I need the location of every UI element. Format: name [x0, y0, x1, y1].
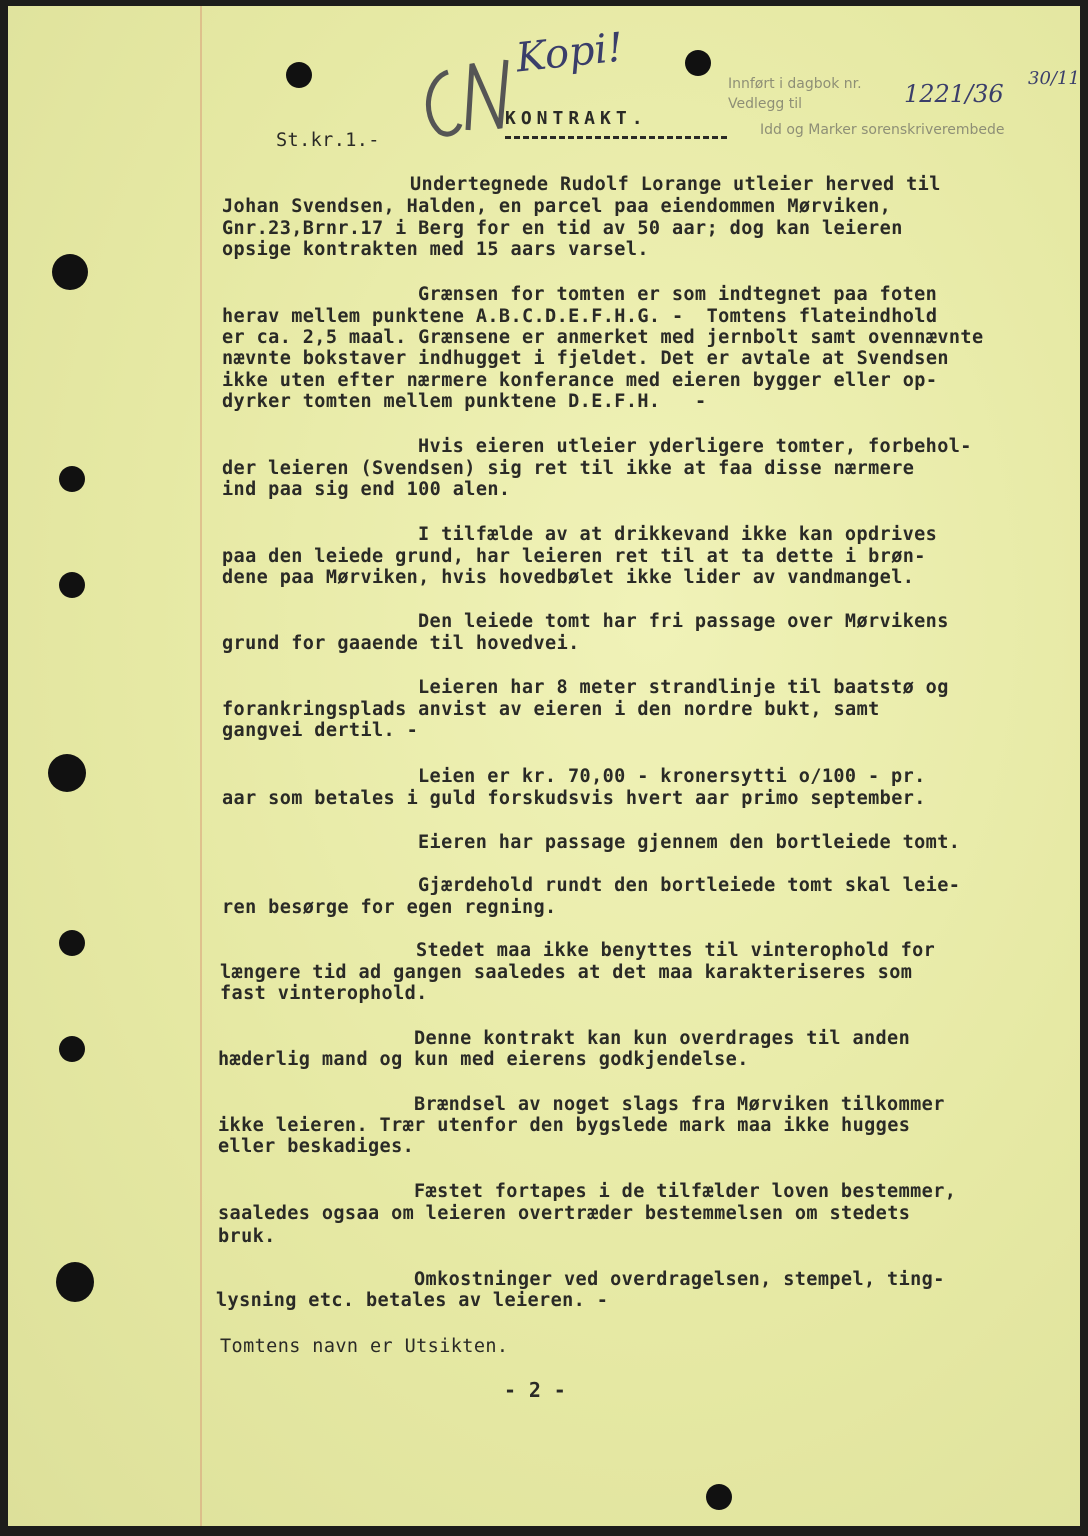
body-line: I tilfælde av at drikkevand ikke kan opdrives [418, 524, 938, 545]
handwritten-reference: 1221/36 [904, 80, 1004, 108]
body-line: ikke leieren. Trær utenfor den bygslede mark maa ikke hugges [218, 1115, 911, 1136]
body-line: Hvis eieren utleier yderligere tomter, forbehol- [418, 436, 972, 457]
punch-hole [286, 62, 312, 88]
body-line: aar som betales i guld forskudsvis hvert aar primo september. [222, 788, 926, 809]
punch-hole [48, 754, 86, 792]
body-line: Leien er kr. 70,00 - kronersytti o/100 - pr. [418, 766, 926, 787]
body-line: Leieren har 8 meter strandlinje til baatstø og [418, 677, 949, 698]
body-line: Gjærdehold rundt den bortleiede tomt skal leie- [418, 875, 961, 896]
initials-signature [410, 54, 522, 144]
punch-hole [59, 572, 85, 598]
body-line: gangvei dertil. - [222, 720, 419, 741]
body-line: Brændsel av noget slags fra Mørviken tilkommer [414, 1094, 945, 1115]
body-line: dyrker tomten mellem punktene D.E.F.H. - [222, 391, 707, 412]
document-page [8, 6, 1080, 1526]
body-line: bruk. [218, 1226, 276, 1247]
stamp-line-2: Vedlegg til [728, 96, 802, 112]
body-line: hæderlig mand og kun med eierens godkjendelse. [218, 1049, 749, 1070]
body-line: forankringsplads anvist av eieren i den nordre bukt, samt [222, 699, 880, 720]
handwritten-date: 30/11 [1028, 68, 1080, 89]
body-line: fast vinterophold. [220, 983, 428, 1004]
punch-hole [685, 50, 711, 76]
body-line: nævnte bokstaver indhugget i fjeldet. Det er avtale at Svendsen [222, 348, 949, 369]
body-line: lysning etc. betales av leieren. - [216, 1290, 609, 1311]
body-line: paa den leiede grund, har leieren ret til at ta dette i brøn- [222, 546, 926, 567]
body-line: Omkostninger ved overdragelsen, stempel, ting- [414, 1269, 945, 1290]
punch-hole [52, 254, 88, 290]
stamp-line-1: Innført i dagbok nr. [728, 76, 862, 92]
body-line: Eieren har passage gjennem den bortleiede tomt. [418, 832, 961, 853]
body-line: ind paa sig end 100 alen. [222, 479, 511, 500]
footer-line: Tomtens navn er Utsikten. [220, 1336, 509, 1357]
body-line: Denne kontrakt kan kun overdrages til anden [414, 1028, 911, 1049]
body-line: Gnr.23,Brnr.17 i Berg for en tid av 50 aar; dog kan leieren [222, 218, 903, 239]
body-line: ikke uten efter nærmere konferance med eieren bygger eller op- [222, 370, 938, 391]
handwritten-copy-mark: Kopi! [513, 24, 626, 82]
body-line: Johan Svendsen, Halden, en parcel paa eiendommen Mørviken, [222, 196, 892, 217]
stamp-line-3: Idd og Marker sorenskriverembede [760, 122, 1005, 138]
document-title: KONTRAKT. [505, 108, 648, 129]
body-line: ren besørge for egen regning. [222, 897, 557, 918]
body-line: Grænsen for tomten er som indtegnet paa foten [418, 284, 938, 305]
body-line: længere tid ad gangen saaledes at det maa karakteriseres som [220, 962, 913, 983]
body-line: eller beskadiges. [218, 1136, 415, 1157]
punch-hole [56, 1262, 94, 1302]
punch-hole [59, 930, 85, 956]
punch-hole [706, 1484, 732, 1510]
body-line: er ca. 2,5 maal. Grænsene er anmerket med jernbolt samt ovennævnte [222, 327, 984, 348]
margin-rule [200, 6, 202, 1526]
body-line: saaledes ogsaa om leieren overtræder bestemmelsen om stedets [218, 1203, 911, 1224]
body-line: Den leiede tomt har fri passage over Mørvikens [418, 611, 949, 632]
punch-hole [59, 1036, 85, 1062]
body-line: opsige kontrakten med 15 aars varsel. [222, 239, 649, 260]
punch-hole [59, 466, 85, 492]
page-number: - 2 - [504, 1378, 567, 1402]
body-line: Stedet maa ikke benyttes til vinterophold for [416, 940, 936, 961]
title-underline [505, 136, 727, 139]
body-line: herav mellem punktene A.B.C.D.E.F.H.G. - Tomtens flateindhold [222, 306, 938, 327]
body-line: grund for gaaende til hovedvei. [222, 633, 580, 654]
body-line: dene paa Mørviken, hvis hovedbølet ikke lider av vandmangel. [222, 567, 915, 588]
body-line: Undertegnede Rudolf Lorange utleier herved til [410, 174, 941, 195]
body-line: der leieren (Svendsen) sig ret til ikke at faa disse nærmere [222, 458, 915, 479]
body-line: Fæstet fortapes i de tilfælder loven bestemmer, [414, 1181, 957, 1202]
stamp-number: St.kr.1.- [276, 130, 380, 151]
